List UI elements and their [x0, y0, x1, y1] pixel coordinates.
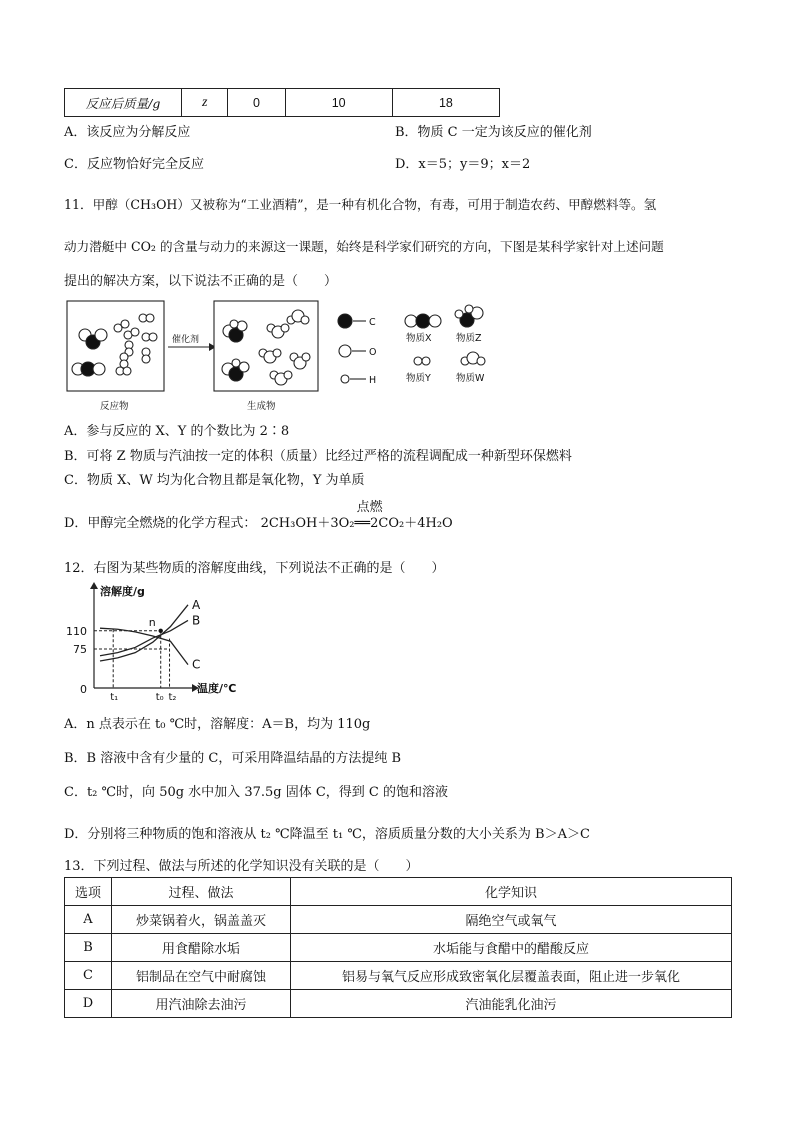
- table-cell: 用汽油除去油污: [112, 990, 291, 1018]
- table-row: [65, 962, 732, 990]
- q10-option-c: C．反应物恰好完全反应: [64, 157, 204, 172]
- table-cell: C: [65, 962, 112, 990]
- table-row: [65, 89, 500, 117]
- table-cell: 水垢能与食醋中的醋酸反应: [291, 934, 732, 962]
- table-header-row: [65, 878, 732, 906]
- molecule-y: [139, 314, 154, 322]
- q13-stem: 13．下列过程、做法与所述的化学知识没有关联的是（ ）: [64, 859, 419, 874]
- q11-stem-line2: 动力潜艇中 CO₂ 的含量与动力的来源这一课题，始终是科学家们研究的方向，下图是某科学家针对上述问题: [64, 239, 664, 254]
- legend-c-label: C: [369, 317, 376, 328]
- table-cell: 用食醋除水垢: [112, 934, 291, 962]
- table-cell: 18: [392, 89, 499, 117]
- intersection-point: [159, 629, 163, 633]
- reaction-figure: [66, 297, 506, 415]
- products-label: 生成物: [247, 401, 276, 412]
- x-tick-label: t₀: [155, 692, 164, 701]
- header-option: 选项: [65, 878, 112, 906]
- table-cell: 炒菜锅着火，锅盖盖灭: [112, 906, 291, 934]
- molecule-y: [116, 367, 131, 375]
- q10-option-b: B．物质 C 一定为该反应的催化剂: [395, 125, 592, 140]
- solubility-chart: [66, 581, 256, 701]
- q10-option-a: A．该反应为分解反应: [64, 125, 191, 140]
- x-axis-label: 温度/℃: [197, 682, 237, 695]
- molecule-y: [142, 333, 157, 341]
- series-label-b: B: [192, 613, 201, 628]
- x-tick-label: t₂: [168, 692, 177, 701]
- table-cell: B: [65, 934, 112, 962]
- q12-option-b: B．B 溶液中含有少量的 C，可采用降温结晶的方法提纯 B: [64, 751, 402, 766]
- table-cell: 汽油能乳化油污: [291, 990, 732, 1018]
- combustion-equation: [260, 500, 453, 531]
- table-cell: 隔绝空气或氧气: [291, 906, 732, 934]
- q12-option-a: A．n 点表示在 t₀ ℃时，溶解度：A＝B，均为 110g: [64, 717, 371, 732]
- x-tick-label: t₁: [110, 692, 119, 701]
- q11-option-a: A．参与反应的 X、Y 的个数比为 2∶8: [64, 424, 290, 439]
- row-label: 反应后质量/g: [65, 89, 182, 117]
- table-cell: D: [65, 990, 112, 1018]
- mass-table: [64, 88, 500, 117]
- table-row: [65, 934, 732, 962]
- legend-y-label: 物质Y: [406, 373, 431, 384]
- header-process: 过程、做法: [112, 878, 291, 906]
- table-cell: 10: [285, 89, 392, 117]
- q11-option-c: C．物质 X、W 均为化合物且都是氧化物，Y 为单质: [64, 473, 365, 488]
- legend-w-label: 物质W: [456, 373, 485, 384]
- hydrogen-atom-icon: [341, 375, 349, 383]
- reactants-label: 反应物: [100, 401, 129, 412]
- x-tick-label: 0: [80, 683, 87, 696]
- reaction-condition: 点燃: [356, 500, 383, 515]
- y-tick-label: 110: [66, 624, 87, 638]
- q11-option-b: B．可将 Z 物质与汽油按一定的体积（质量）比经过严格的流程调配成一种新型环保燃料: [64, 449, 572, 464]
- table-cell: 铝易与氧气反应形成致密氧化层覆盖表面，阻止进一步氧化: [291, 962, 732, 990]
- table-cell: 铝制品在空气中耐腐蚀: [112, 962, 291, 990]
- table-row: [65, 990, 732, 1018]
- q12-stem: 12．右图为某些物质的溶解度曲线，下列说法不正确的是（ ）: [64, 561, 445, 576]
- legend-x-label: 物质X: [406, 333, 432, 344]
- point-label-n: n: [148, 615, 156, 629]
- series-label-c: C: [192, 657, 201, 672]
- molecule-x: [72, 362, 105, 376]
- table-row: [65, 906, 732, 934]
- legend-molecule-y: [414, 357, 430, 365]
- carbon-atom-icon: [338, 314, 352, 328]
- header-knowledge: 化学知识: [291, 878, 732, 906]
- legend-h-label: H: [369, 375, 377, 386]
- legend-z-label: 物质Z: [456, 333, 482, 344]
- q11-stem-line3: 提出的解决方案，以下说法不正确的是（ ）: [64, 274, 338, 289]
- legend-molecule-x: [405, 314, 441, 328]
- q11-option-d: [64, 500, 453, 531]
- molecule-y: [120, 353, 128, 368]
- q11-stem-line1: 11．甲醇（CH₃OH）又被称为“工业酒精”，是一种有机化合物，有毒，可用于制造农药、甲醇燃料等。氢: [64, 197, 657, 212]
- q10-option-d: D．x＝5；y＝9；x＝2: [395, 157, 531, 172]
- legend-molecule-w: [461, 352, 485, 365]
- legend-molecule-z: [455, 305, 483, 327]
- q12-option-d: D．分别将三种物质的饱和溶液从 t₂ ℃降温至 t₁ ℃，溶质质量分数的大小关系为 B＞A＞C: [64, 827, 590, 842]
- series-line-a: [100, 605, 188, 661]
- y-axis-label: 溶解度/g: [100, 585, 145, 598]
- series-label-a: A: [192, 597, 201, 612]
- knowledge-table: [64, 877, 732, 1018]
- table-cell: A: [65, 906, 112, 934]
- equation-text: 2CH₃OH＋3O₂══2CO₂＋4H₂O: [260, 516, 453, 531]
- oxygen-atom-icon: [339, 345, 351, 357]
- legend-o-label: O: [369, 347, 377, 358]
- table-cell: 0: [228, 89, 285, 117]
- q11-option-d-prefix: D．甲醇完全燃烧的化学方程式：: [64, 516, 257, 531]
- table-cell: z: [182, 89, 228, 117]
- y-tick-label: 75: [73, 643, 87, 656]
- q12-option-c: C．t₂ ℃时，向 50g 水中加入 37.5g 固体 C，得到 C 的饱和溶液: [64, 785, 449, 800]
- molecule-y: [142, 348, 150, 363]
- catalyst-label: 催化剂: [172, 335, 200, 345]
